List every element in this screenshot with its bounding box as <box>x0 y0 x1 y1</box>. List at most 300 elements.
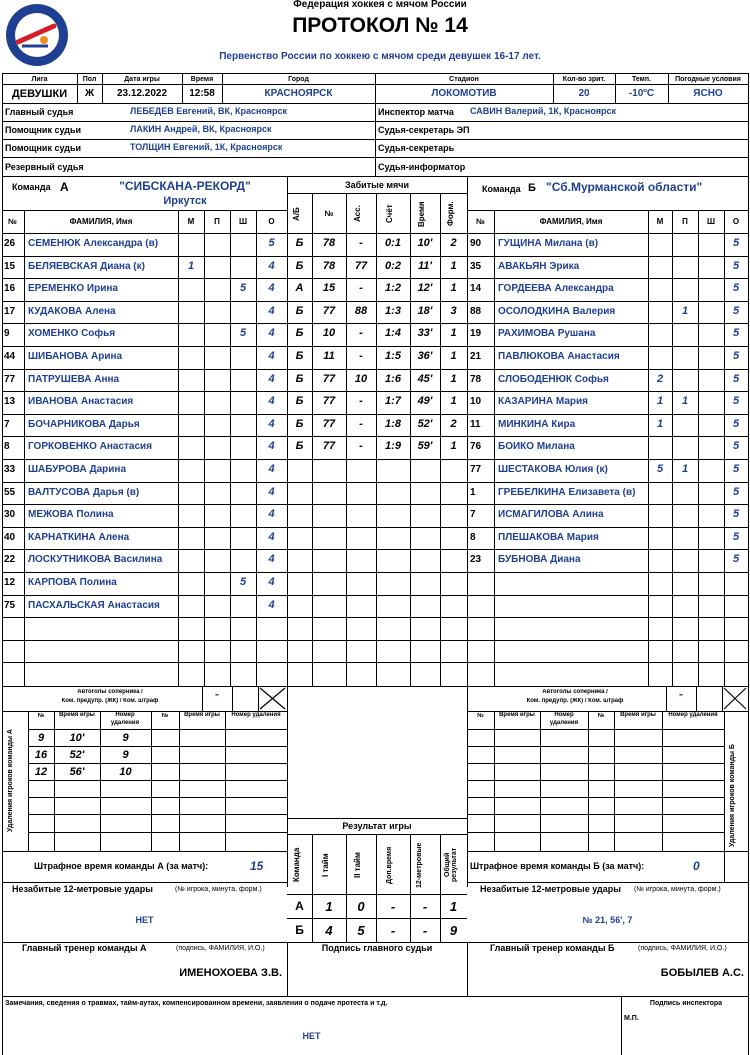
player-rating: 4 <box>268 487 275 498</box>
goal-scorer: 78 <box>322 238 336 249</box>
team-b-removal-col-num: Номер удаления <box>549 712 579 726</box>
goal-time: 49' <box>417 396 433 407</box>
goal-scorer: 10 <box>322 328 336 339</box>
goal-assist: 10 <box>354 374 368 385</box>
player-name: ШИБАНОВА Арина <box>28 352 123 362</box>
player-number: 8 <box>4 442 10 452</box>
federation-logo <box>4 2 70 68</box>
info-label-temp: Темп. <box>631 76 652 83</box>
result-h2: 0 <box>357 900 365 913</box>
goal-form: 3 <box>450 306 457 317</box>
player-name: КАЗАРИНА Мария <box>498 397 588 407</box>
player-number: 35 <box>470 262 482 272</box>
goal-assist: - <box>359 441 363 452</box>
team-a-col-name: ФАМИЛИЯ, Имя <box>69 218 133 226</box>
championship-title: Первенство России по хоккею с мячом среди девушек 16-17 лет. <box>219 52 541 62</box>
remarks-value: НЕТ <box>302 1032 321 1041</box>
grid-line <box>2 482 748 483</box>
player-rating: 5 <box>732 261 740 272</box>
result-col-h2: II тайм <box>353 852 362 878</box>
player-name: ИСМАГИЛОВА Алина <box>498 510 604 520</box>
goal-team: Б <box>295 374 304 385</box>
player-name: ПАСХАЛЬСКАЯ Анастасия <box>28 601 160 611</box>
player-rating: 4 <box>268 509 275 520</box>
player-name: ШЕСТАКОВА Юлия (к) <box>498 465 608 475</box>
player-rating: 5 <box>732 441 740 452</box>
player-rating: 4 <box>268 441 275 452</box>
result-col-team: Команда <box>292 847 301 883</box>
player-rating: 4 <box>268 306 275 317</box>
team-a-removal-col-time: Время игры <box>59 712 95 718</box>
player-number: 77 <box>4 375 16 385</box>
grid-line <box>2 436 748 437</box>
goal-team: Б <box>295 306 304 317</box>
player-name: КАРНАТКИНА Алена <box>28 533 130 543</box>
goals-col-ass: Асс. <box>353 205 362 223</box>
goal-time: 33' <box>417 328 433 339</box>
team-b-removal-col-num-2: Номер удаления <box>668 712 718 718</box>
goal-team: Б <box>295 238 304 249</box>
info-label-spectators: Кол-во зрит. <box>562 76 606 83</box>
team-a-col-no: № <box>8 218 17 226</box>
team-b-cross-mark <box>722 686 748 711</box>
grid-line <box>2 662 748 663</box>
info-time: 12:58 <box>189 89 215 99</box>
info-city: КРАСНОЯРСК <box>264 89 333 99</box>
player-number: 13 <box>4 397 16 407</box>
removal-time: 10' <box>69 733 85 744</box>
team-b-penalty: 0 <box>693 860 700 872</box>
player-rating: 4 <box>268 283 275 294</box>
removal-number: 9 <box>122 733 129 744</box>
team-a-col-sh: Ш <box>238 218 248 226</box>
grid-line <box>2 617 748 618</box>
goal-assist: 88 <box>354 306 368 317</box>
main-referee: ЛЕБЕДЕВ Евгений, ВК, Красноярск <box>130 107 288 116</box>
grid-line <box>2 323 748 324</box>
goal-form: 2 <box>450 419 457 430</box>
info-temp: -10ºС <box>628 89 655 99</box>
player-rating: 5 <box>732 487 740 498</box>
team-b-col-sh: Ш <box>706 218 716 226</box>
inspector-sign-label: Подпись инспектора <box>649 1000 723 1007</box>
referee-sign-label: Подпись главного судьи <box>321 944 433 953</box>
removal-player: 9 <box>37 733 45 744</box>
stamp-label: М.П. <box>624 1015 639 1022</box>
remarks-label: Замечания, сведения о травмах, тайм-аутах, компенсированном времени, заявления о подаче протеста и т.д. <box>5 1000 388 1007</box>
info-league: ДЕВУШКИ <box>11 89 68 100</box>
player-name: ГОРКОВЕНКО Анастасия <box>28 442 153 452</box>
team-a-col-m: М <box>187 218 195 226</box>
info-label-time: Время <box>190 76 214 83</box>
result-h1: 1 <box>325 900 333 913</box>
goal-assist: - <box>359 351 363 362</box>
player-assists: 1 <box>681 306 689 317</box>
player-name: КАРПОВА Полина <box>28 578 117 588</box>
grid-line <box>2 414 748 415</box>
goal-score: 1:4 <box>385 328 401 339</box>
grid-line <box>2 278 748 279</box>
player-name: ПАТРУШЕВА Анна <box>28 375 120 385</box>
assistant2-label: Помощник судьи <box>5 144 82 153</box>
goal-team: Б <box>295 396 304 407</box>
result-title: Результат игры <box>342 822 412 831</box>
goal-scorer: 77 <box>322 374 336 385</box>
goal-team: Б <box>295 419 304 430</box>
goal-time: 36' <box>417 351 433 362</box>
assistant1: ЛАКИН Андрей, ВК, Красноярск <box>130 125 272 134</box>
player-rating: 4 <box>268 419 275 430</box>
team-a-coach-label: Главный тренер команды А <box>22 944 147 953</box>
player-rating: 4 <box>268 351 275 362</box>
goal-assist: - <box>359 396 363 407</box>
player-name: ОСОЛОДКИНА Валерия <box>498 307 616 317</box>
player-number: 44 <box>4 352 16 362</box>
player-number: 76 <box>470 442 482 452</box>
team-a-removal-col-num-2: Номер удаления <box>231 712 281 718</box>
secretary-label: Судья-секретарь <box>378 144 455 153</box>
team-a-removal-col-num: Номер удаления <box>110 712 140 726</box>
player-name: МЕЖОВА Полина <box>28 510 114 520</box>
goal-score: 1:9 <box>385 441 401 452</box>
team-a-penalty-label: Штрафное время команды А (за матч): <box>34 862 209 871</box>
player-name: АВАКЬЯН Эрика <box>498 262 580 272</box>
team-b-removal-col-time-2: Время игры <box>620 712 656 718</box>
goals-title: Забитые мячи <box>344 181 409 190</box>
player-rating: 5 <box>732 306 740 317</box>
goal-score: 1:3 <box>385 306 401 317</box>
team-a-removal-col-time-2: Время игры <box>184 712 220 718</box>
player-assists: 1 <box>681 464 689 475</box>
goal-assist: - <box>359 283 363 294</box>
goal-form: 1 <box>450 261 457 272</box>
result-total: 9 <box>449 924 458 937</box>
team-b-autogoal-label: Автоголы соперника / <box>542 689 608 695</box>
assistant1-label: Помощник судьи <box>5 126 82 135</box>
team-a-autogoal-value: - <box>215 688 219 700</box>
team-b-col-p: П <box>682 218 688 226</box>
result-team: А <box>295 900 304 912</box>
goal-score: 1:5 <box>385 351 401 362</box>
team-a-autogoal-label: Автоголы соперника / <box>77 689 143 695</box>
team-b-removal-col-no: № <box>477 713 484 719</box>
result-h2: 5 <box>357 924 365 937</box>
player-name: ШАБУРОВА Дарина <box>28 465 127 475</box>
grid-line <box>2 527 748 528</box>
team-a-city: Иркутск <box>163 196 207 207</box>
grid-line <box>2 549 748 550</box>
goal-assist: 77 <box>354 261 368 272</box>
player-rating: 5 <box>732 554 740 565</box>
goal-form: 1 <box>450 283 457 294</box>
goal-score: 1:8 <box>385 419 401 430</box>
inspector-label: Инспектор матча <box>378 108 454 117</box>
team-b-col-o: О <box>732 218 740 226</box>
player-name: СЛОБОДЕНЮК Софья <box>498 375 609 385</box>
goal-scorer: 77 <box>322 419 336 430</box>
team-b-autogoal-value: - <box>679 688 683 700</box>
goals-col-team: А/Б <box>292 207 301 221</box>
player-goals: 5 <box>656 464 664 475</box>
player-number: 11 <box>470 420 481 430</box>
player-number: 10 <box>470 397 482 407</box>
result-ot: - <box>390 900 396 913</box>
player-rating: 4 <box>268 577 275 588</box>
grid-line <box>2 256 748 257</box>
goal-time: 45' <box>417 374 433 385</box>
assistant2: ТОЛЩИН Евгений, 1К, Красноярск <box>130 143 283 152</box>
player-rating: 5 <box>732 396 740 407</box>
team-a-removal-side-label: Удаления игроков команды А <box>7 729 14 833</box>
goal-score: 1:2 <box>385 283 401 294</box>
player-rating: 4 <box>268 261 275 272</box>
main-referee-label: Главный судья <box>5 108 74 117</box>
player-name: РАХИМОВА Рушана <box>498 329 596 339</box>
player-name: ГУЩИНА Милана (в) <box>498 239 599 249</box>
player-number: 7 <box>4 420 10 430</box>
player-number: 19 <box>470 329 482 339</box>
goal-time: 12' <box>417 283 433 294</box>
player-number: 55 <box>4 488 16 498</box>
player-number: 7 <box>470 510 476 520</box>
goal-form: 1 <box>450 441 457 452</box>
player-name: ПЛЕШАКОВА Мария <box>498 533 599 543</box>
player-penalty: 5 <box>239 328 247 339</box>
removal-time: 56' <box>69 767 85 778</box>
team-a-coach-name: ИМЕНОХОЕВА З.В. <box>179 968 282 979</box>
player-number: 12 <box>4 578 16 588</box>
goal-scorer: 77 <box>322 396 336 407</box>
team-b-removal-side-label: Удаления игроков команды Б <box>729 744 736 848</box>
goal-team: Б <box>295 441 304 452</box>
player-number: 1 <box>470 488 476 498</box>
grid-line <box>2 346 748 347</box>
player-rating: 4 <box>268 464 275 475</box>
team-b-name: "Сб.Мурманской области" <box>546 181 703 193</box>
player-number: 9 <box>4 329 10 339</box>
player-rating: 4 <box>268 374 275 385</box>
team-a-name: "СИБСКАНА-РЕКОРД" <box>119 180 251 192</box>
team-a-missed-label: Незабитые 12-метровые удары <box>12 885 153 894</box>
team-b-label: Команда <box>482 185 521 194</box>
goal-time: 59' <box>417 441 433 452</box>
player-goals: 1 <box>656 396 664 407</box>
team-b-col-m: М <box>656 218 664 226</box>
goal-time: 52' <box>417 419 433 430</box>
secretary-ep-label: Судья-секретарь ЭП <box>378 126 470 135</box>
federation-title: Федерация хоккея с мячом России <box>293 0 467 10</box>
team-b-missed-value: № 21, 56', 7 <box>582 916 633 925</box>
grid-line <box>2 640 748 641</box>
result-col-pen: 12-метровые <box>416 842 423 888</box>
info-spectators: 20 <box>578 89 590 99</box>
result-team: Б <box>295 924 304 936</box>
grid-line <box>2 504 748 505</box>
player-rating: 4 <box>268 396 275 407</box>
player-rating: 5 <box>732 509 740 520</box>
result-total: 1 <box>449 900 458 913</box>
goals-col-no: № <box>324 210 334 218</box>
team-b-removal-col-no-2: № <box>597 713 605 719</box>
player-name: КУДАКОВА Алена <box>28 307 116 317</box>
player-penalty: 5 <box>239 577 247 588</box>
team-a-letter: А <box>60 181 69 193</box>
removal-number: 9 <box>122 750 129 761</box>
team-a-removal-col-no-2: № <box>161 713 169 719</box>
goal-form: 2 <box>450 238 457 249</box>
goal-time: 11' <box>417 261 433 272</box>
removal-player: 16 <box>34 750 48 761</box>
team-b-missed-hint: (№ игрока, минута, форм.) <box>634 886 721 893</box>
removal-player: 12 <box>34 767 48 778</box>
result-pen: - <box>422 924 428 937</box>
player-number: 15 <box>4 262 16 272</box>
player-rating: 5 <box>732 351 740 362</box>
team-a-col-o: О <box>268 218 275 226</box>
team-a-penalty: 15 <box>250 860 264 872</box>
player-number: 30 <box>4 510 16 520</box>
goal-scorer: 77 <box>322 441 336 452</box>
info-date: 23.12.2022 <box>116 89 168 99</box>
player-number: 77 <box>470 465 482 475</box>
player-number: 33 <box>4 465 16 475</box>
grid-line <box>2 459 748 460</box>
player-name: ХОМЕНКО Софья <box>28 329 116 339</box>
team-b-coach-label: Главный тренер команды Б <box>490 944 615 953</box>
player-penalty: 5 <box>239 283 247 294</box>
team-b-letter: Б <box>528 183 536 194</box>
goal-score: 0:2 <box>385 261 401 272</box>
player-rating: 5 <box>732 532 740 543</box>
goal-team: Б <box>295 351 304 362</box>
player-rating: 4 <box>268 554 275 565</box>
result-col-ot: Доп.время <box>386 846 393 884</box>
grid-line <box>2 301 748 302</box>
team-b-penalty-label: Штрафное время команды Б (за матч): <box>470 862 645 871</box>
info-label-league: Лига <box>31 76 48 83</box>
goal-scorer: 11 <box>323 351 335 362</box>
player-number: 88 <box>470 307 482 317</box>
player-name: БОЙКО Милана <box>498 442 575 452</box>
result-pen: - <box>422 900 428 913</box>
player-rating: 4 <box>268 328 275 339</box>
player-name: ЕРЕМЕНКО Ирина <box>28 284 118 294</box>
player-rating: 5 <box>732 238 740 249</box>
player-number: 23 <box>470 555 482 565</box>
info-label-weather: Погодные условия <box>675 76 741 83</box>
goal-form: 1 <box>450 328 457 339</box>
info-label-city: Город <box>288 76 309 83</box>
player-number: 90 <box>470 239 482 249</box>
goal-assist: - <box>359 238 363 249</box>
goal-score: 0:1 <box>385 238 401 249</box>
team-a-col-p: П <box>214 218 220 226</box>
grid-line <box>2 572 748 573</box>
player-number: 16 <box>4 284 16 294</box>
player-number: 75 <box>4 601 16 611</box>
player-rating: 5 <box>732 374 740 385</box>
player-number: 21 <box>470 352 482 362</box>
player-number: 8 <box>470 533 476 543</box>
player-name: МИНКИНА Кира <box>498 420 576 430</box>
team-a-autogoal-label2: Ком. предупр. (ЖК) / Ком. штраф <box>61 698 159 704</box>
goals-col-score: Счёт <box>385 204 394 224</box>
player-name: БУБНОВА Диана <box>498 555 581 565</box>
info-weather: ЯСНО <box>693 89 723 99</box>
player-number: 26 <box>4 239 16 249</box>
reserve-referee-label: Резервный судья <box>5 163 84 172</box>
result-col-total: Общий результат <box>444 847 458 883</box>
protocol-title: ПРОТОКОЛ № 14 <box>292 15 468 36</box>
team-b-autogoal-label2: Ком. предупр. (ЖК) / Ком. штраф <box>526 698 624 704</box>
goals-col-time: Время <box>417 201 426 227</box>
info-stadium: ЛОКОМОТИВ <box>431 89 497 99</box>
info-label-sex: Пол <box>82 76 97 83</box>
team-b-coach-hint: (подпись, ФАМИЛИЯ, И.О.) <box>638 945 727 952</box>
goal-form: 1 <box>450 374 457 385</box>
team-a-label: Команда <box>12 183 51 192</box>
player-goals: 1 <box>656 419 664 430</box>
grid-line <box>2 595 748 596</box>
goal-form: 1 <box>450 351 457 362</box>
informer-label: Судья-информатор <box>378 163 466 172</box>
goal-score: 1:7 <box>385 396 401 407</box>
player-number: 14 <box>470 284 482 294</box>
goal-team: Б <box>295 261 304 272</box>
team-b-col-no: № <box>476 218 485 226</box>
team-b-removal-col-time: Время игры <box>499 712 535 718</box>
goal-assist: - <box>359 419 363 430</box>
player-rating: 5 <box>732 283 740 294</box>
goal-scorer: 15 <box>322 283 336 294</box>
player-name: ГРЕБЕЛКИНА Елизавета (в) <box>498 488 636 498</box>
goal-scorer: 77 <box>322 306 336 317</box>
goal-time: 18' <box>417 306 433 317</box>
player-number: 22 <box>4 555 16 565</box>
result-col-h1: I тайм <box>321 853 330 877</box>
team-b-col-name: ФАМИЛИЯ, Имя <box>539 218 603 226</box>
team-a-missed-hint: (№ игрока, минута, форм.) <box>175 886 262 893</box>
goal-team: А <box>295 283 304 294</box>
team-b-coach-name: БОБЫЛЕВ А.С. <box>660 968 744 979</box>
goal-assist: - <box>359 328 363 339</box>
goal-form: 1 <box>450 396 457 407</box>
player-name: ВАЛТУСОВА Дарья (в) <box>28 488 140 498</box>
result-h1: 4 <box>325 924 333 937</box>
player-number: 40 <box>4 533 16 543</box>
player-number: 17 <box>4 307 16 317</box>
player-goals: 1 <box>187 261 195 272</box>
player-name: ЛОСКУТНИКОВА Василина <box>28 555 163 565</box>
player-name: ПАВЛЮКОВА Анастасия <box>498 352 620 362</box>
player-name: ИВАНОВА Анастасия <box>28 397 134 407</box>
result-ot: - <box>390 924 396 937</box>
goal-time: 10' <box>417 238 433 249</box>
player-name: БОЧАРНИКОВА Дарья <box>28 420 140 430</box>
player-rating: 5 <box>732 328 740 339</box>
info-sex: Ж <box>84 89 95 99</box>
removal-time: 52' <box>69 750 85 761</box>
player-name: ГОРДЕЕВА Александра <box>498 284 614 294</box>
grid-line <box>2 391 748 392</box>
player-number: 78 <box>470 375 482 385</box>
removal-number: 10 <box>119 767 132 778</box>
player-rating: 4 <box>268 532 275 543</box>
player-rating: 5 <box>268 238 275 249</box>
player-rating: 4 <box>268 600 275 611</box>
info-label-stadium: Стадион <box>449 76 479 83</box>
player-assists: 1 <box>681 396 689 407</box>
